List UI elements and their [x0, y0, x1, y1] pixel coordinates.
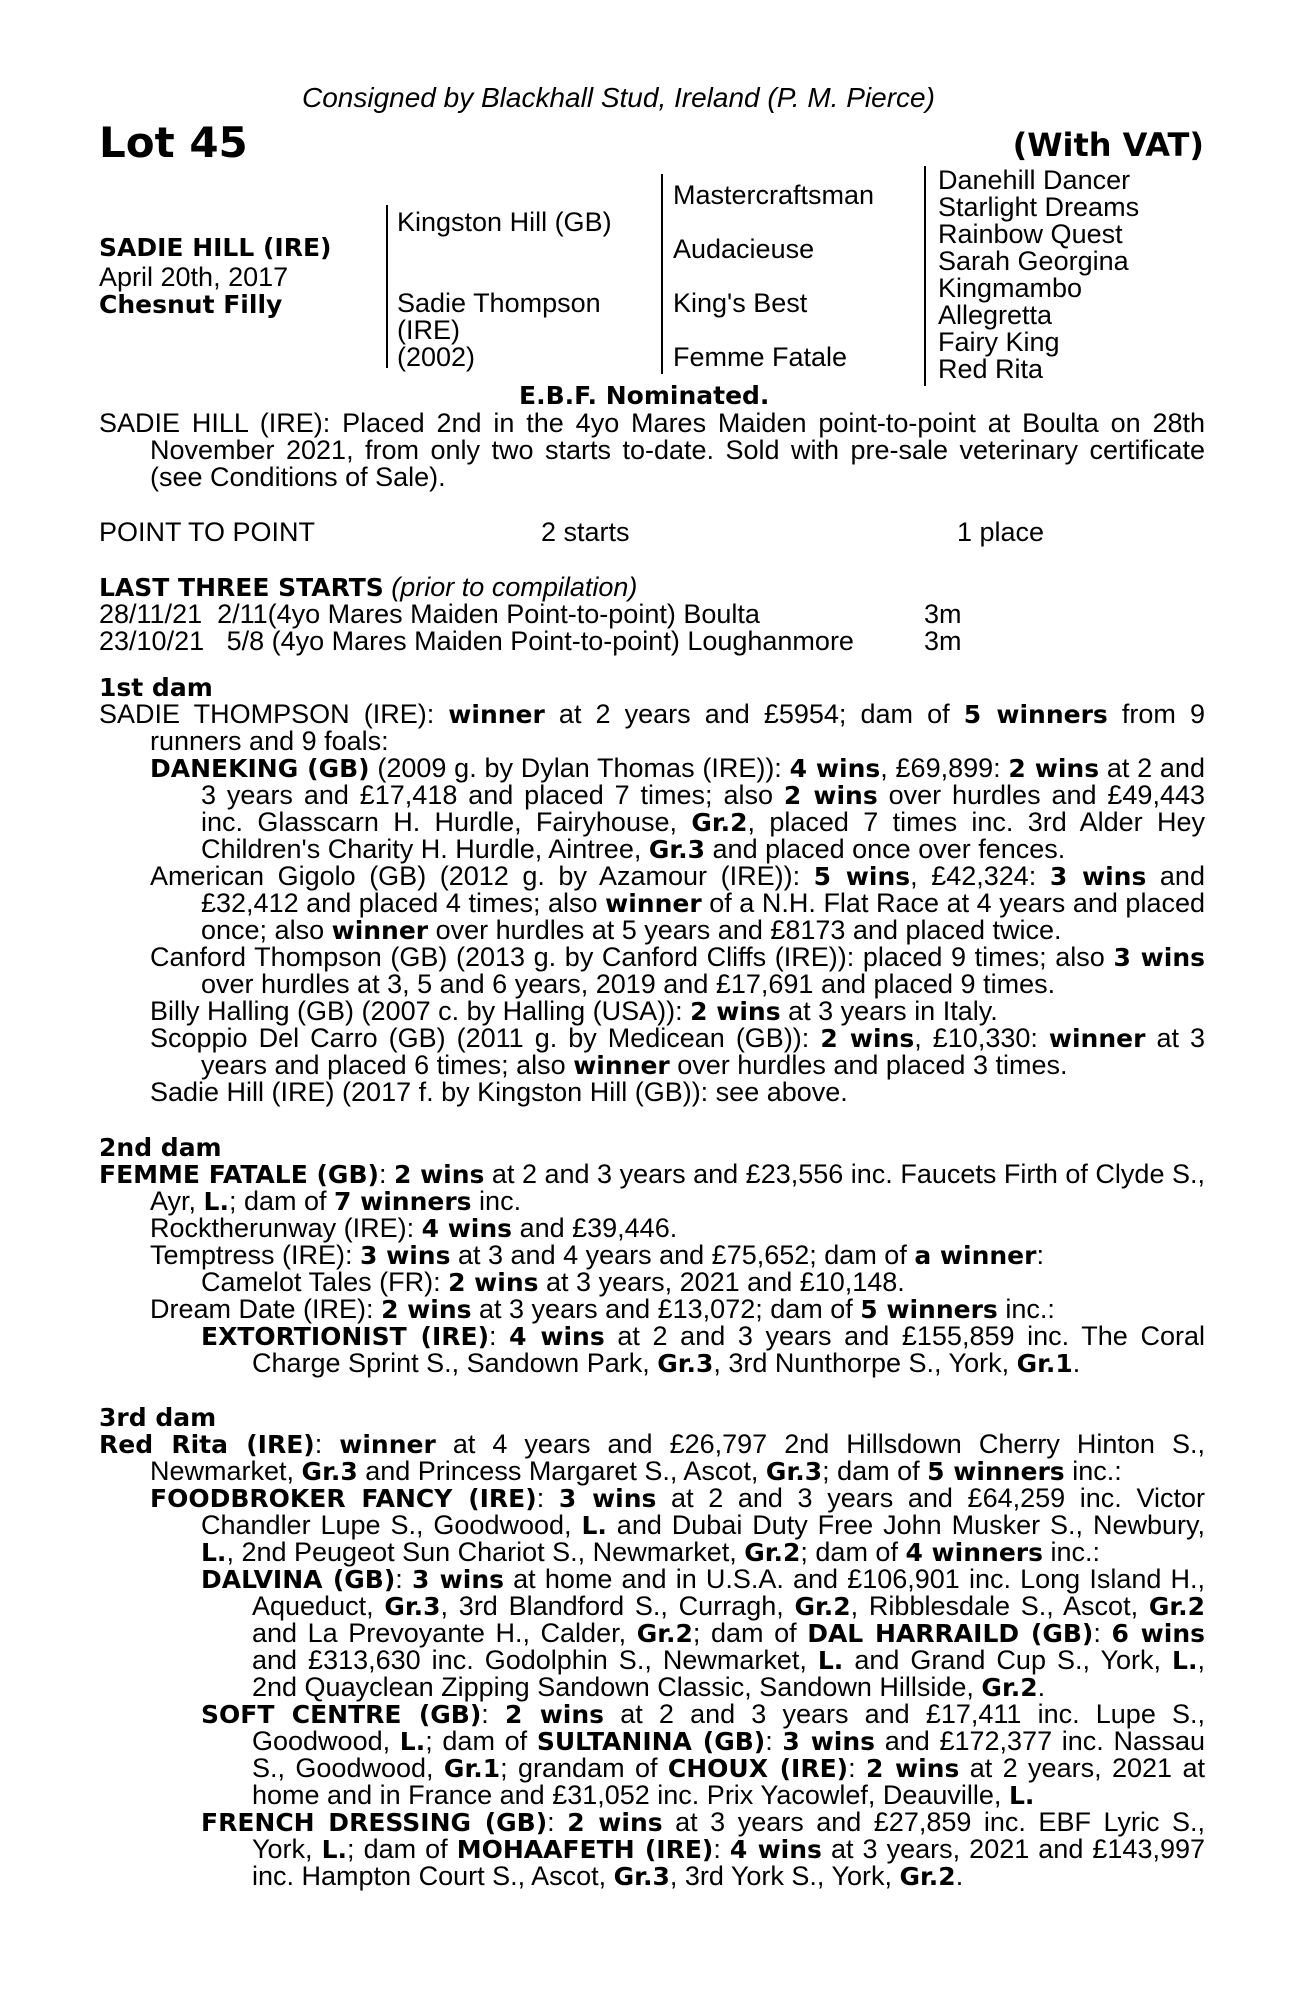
dam-name: SADIE THOMPSON (IRE): [99, 699, 427, 729]
offspring-name: Billy Halling (GB): [150, 996, 355, 1026]
pedigree-great-grandparent: Kingmambo: [938, 273, 1083, 303]
last-three-note: (prior to compilation): [391, 572, 638, 602]
vat-note: (With VAT): [1012, 126, 1204, 164]
consignor-line: Consigned by Blackhall Stud, Ireland (P. M. Pierce): [302, 82, 935, 113]
pedigree-grandparent: King's Best: [673, 288, 808, 318]
pedigree-dam-line-1: Sadie Thompson: [397, 288, 601, 318]
pedigree-grandparent: Femme Fatale: [673, 342, 848, 372]
offspring-entry: DALVINA (GB): 3 wins at home and in U.S.A. and £106,901 inc. Long Island H., Aqueduct, Gr.3, 3rd Blandford S., Curragh, Gr.2, Ribblesdale S., Ascot, Gr.2 and La Prevoyante H., Calder, Gr.2; dam of DAL HARRAILD (GB): 6 wins and £313,630 inc. Godolphin S., Newmarket, L. and Grand Cup S., York, L., 2nd Quayclean Zipping Sandown Classic, Sandown Hillside, Gr.2.: [201, 1564, 1206, 1702]
pedigree-grandparent: Mastercraftsman: [673, 180, 875, 210]
summary-text: SADIE HILL (IRE): Placed 2nd in the 4yo Mares Maiden point-to-point at Boulta on 28th November 2021, from only two starts to-date. Sold with pre-sale veterinary certificate (see Conditions of Sale).: [99, 408, 1205, 492]
offspring-name: Scoppio Del Carro (GB): [150, 1023, 446, 1053]
pedigree-great-grandparent: Allegretta: [938, 300, 1053, 330]
pedigree-dam-line-3: (2002): [397, 342, 476, 372]
pedigree-great-grandparent: Fairy King: [938, 327, 1060, 357]
second-dam-heading: 2nd dam: [99, 1133, 222, 1162]
offspring-entry: Canford Thompson (GB) (2013 g. by Canford Cliffs (IRE)): placed 9 times; also 3 wins over hurdles at 3, 5 and 6 years, 2019 and £17,691 and placed 9 times.: [150, 942, 1205, 999]
offspring-entry: FRENCH DRESSING (GB): 2 wins at 3 years and £27,859 inc. EBF Lyric S., York, L.; dam of MOHAAFETH (IRE): 4 wins at 3 years, 2021 and £143,997 inc. Hampton Court S., Ascot, Gr.3, 3rd York S., York, Gr.2.: [201, 1807, 1206, 1891]
offspring-entry: EXTORTIONIST (IRE): 4 wins at 2 and 3 years and £155,859 inc. The Coral Charge Sprint S., Sandown Park, Gr.3, 3rd Nunthorpe S., York, Gr.1.: [201, 1321, 1205, 1378]
start-distance: 3m: [924, 626, 962, 656]
horse-sex: Chesnut Filly: [99, 290, 283, 319]
second-dam-section: [99, 1134, 1205, 1377]
offspring-name: EXTORTIONIST (IRE): [201, 1322, 489, 1351]
offspring-entry: DANEKING (GB) (2009 g. by Dylan Thomas (IRE)): 4 wins, £69,899: 2 wins at 2 and 3 years and £17,418 and placed 7 times; also 2 wins over hurdles and £49,443 inc. Glasscarn H. Hurdle, Fairyhouse, Gr.2, placed 7 times inc. 3rd Alder Hey Children's Charity H. Hurdle, Aintree, Gr.3 and placed once over fences.: [150, 753, 1206, 864]
offspring-name: FOODBROKER FANCY (IRE): [150, 1484, 537, 1513]
record-places: 1 place: [957, 517, 1045, 547]
dam-name: FEMME FATALE (GB): [99, 1160, 379, 1189]
horse-dob: April 20th, 2017: [99, 262, 289, 292]
pedigree-great-grandparent: Sarah Georgina: [938, 246, 1129, 276]
dam-name: Red Rita (IRE): [99, 1430, 315, 1459]
record-type: POINT TO POINT: [99, 517, 316, 547]
second-dam-entry: FEMME FATALE (GB): 2 wins at 2 and 3 years and £23,556 inc. Faucets Firth of Clyde S., Ayr, L.; dam of 7 winners inc.: [99, 1159, 1205, 1216]
pedigree-great-grandparent: Rainbow Quest: [938, 219, 1123, 249]
first-dam-heading: 1st dam: [99, 673, 213, 702]
offspring-name: DANEKING (GB): [150, 754, 370, 783]
offspring-name: Sadie Hill (IRE): [150, 1077, 335, 1107]
first-dam-section: [99, 674, 1205, 1106]
offspring-name: Camelot Tales (FR): [201, 1267, 434, 1297]
offspring-name: Rocktherunway (IRE): [150, 1213, 407, 1243]
offspring-entry: Camelot Tales (FR): 2 wins at 3 years, 2021 and £10,148.: [201, 1267, 905, 1297]
record-starts: 2 starts: [541, 517, 630, 547]
offspring-name: DALVINA (GB): [201, 1565, 396, 1594]
start-row: 28/11/21 2/11(4yo Mares Maiden Point-to-point) Boulta: [99, 599, 760, 629]
pedigree-bracket-2: [661, 174, 663, 374]
offspring-entry: FOODBROKER FANCY (IRE): 3 wins at 2 and 3 years and £64,259 inc. Victor Chandler Lupe S., Goodwood, L. and Dubai Duty Free John Musker S., Newbury, L., 2nd Peugeot Sun Chariot S., Newmarket, Gr.2; dam of 4 winners inc.:: [150, 1483, 1205, 1567]
offspring-entry: Scoppio Del Carro (GB) (2011 g. by Medicean (GB)): 2 wins, £10,330: winner at 3 years and placed 6 times; also winner over hurdles and placed 3 times.: [150, 1023, 1205, 1080]
start-distance: 3m: [924, 599, 962, 629]
third-dam-entry: Red Rita (IRE): winner at 4 years and £26,797 2nd Hillsdown Cherry Hinton S., Newmarket, Gr.3 and Princess Margaret S., Ascot, Gr.3; dam of 5 winners inc.:: [99, 1429, 1205, 1486]
first-dam-entry: SADIE THOMPSON (IRE): winner at 2 years and £5954; dam of 5 winners from 9 runners and 9 foals:: [99, 699, 1205, 756]
third-dam-heading: 3rd dam: [99, 1403, 217, 1432]
lot-number: Lot 45: [99, 118, 248, 167]
offspring-name: Dream Date (IRE): [150, 1294, 367, 1324]
pedigree-great-grandparent: Danehill Dancer: [938, 165, 1131, 195]
pedigree-bracket-1: [386, 205, 388, 368]
start-row: 23/10/21 5/8 (4yo Mares Maiden Point-to-point) Loughanmore: [99, 626, 854, 656]
offspring-entry: Dream Date (IRE): 2 wins at 3 years and £13,072; dam of 5 winners inc.:: [150, 1294, 1055, 1324]
offspring-entry: Rocktherunway (IRE): 4 wins and £39,446.: [150, 1213, 678, 1243]
offspring-name: Canford Thompson (GB): [150, 942, 448, 972]
summary-block: [99, 410, 1205, 491]
horse-name: SADIE HILL (IRE): [99, 233, 332, 262]
pedigree-sire: Kingston Hill (GB): [397, 207, 612, 237]
pedigree-great-grandparent: Red Rita: [938, 354, 1044, 384]
pedigree-bracket-3: [924, 166, 926, 386]
offspring-entry: Billy Halling (GB) (2007 c. by Halling (USA)): 2 wins at 3 years in Italy.: [150, 996, 998, 1026]
offspring-name: American Gigolo (GB): [150, 861, 427, 891]
last-three-heading: LAST THREE STARTS: [99, 573, 384, 602]
offspring-name: FRENCH DRESSING (GB): [201, 1808, 548, 1837]
pedigree-grandparent: Audacieuse: [673, 234, 815, 264]
offspring-name: SOFT CENTRE (GB): [201, 1700, 482, 1729]
ebf-nomination: E.B.F. Nominated.: [519, 381, 770, 410]
offspring-name: Temptress (IRE): [150, 1240, 346, 1270]
pedigree-great-grandparent: Starlight Dreams: [938, 192, 1140, 222]
offspring-entry: American Gigolo (GB) (2012 g. by Azamour (IRE)): 5 wins, £42,324: 3 wins and £32,412 and placed 4 times; also winner of a N.H. Flat Race at 4 years and placed once; also winner over hurdles at 5 years and £8173 and placed twice.: [150, 861, 1205, 945]
third-dam-section: [99, 1404, 1205, 1890]
offspring-entry: Temptress (IRE): 3 wins at 3 and 4 years and £75,652; dam of a winner:: [150, 1240, 1044, 1270]
pedigree-dam-line-2: (IRE): [397, 315, 460, 345]
offspring-entry: Sadie Hill (IRE) (2017 f. by Kingston Hill (GB)): see above.: [150, 1077, 848, 1107]
offspring-entry: SOFT CENTRE (GB): 2 wins at 2 and 3 years and £17,411 inc. Lupe S., Goodwood, L.; dam of SULTANINA (GB): 3 wins and £172,377 inc. Nassau S., Goodwood, Gr.1; grandam of CHOUX (IRE): 2 wins at 2 years, 2021 at home and in France and £31,052 inc. Prix Yacowlef, Deauville, L.: [201, 1699, 1206, 1810]
